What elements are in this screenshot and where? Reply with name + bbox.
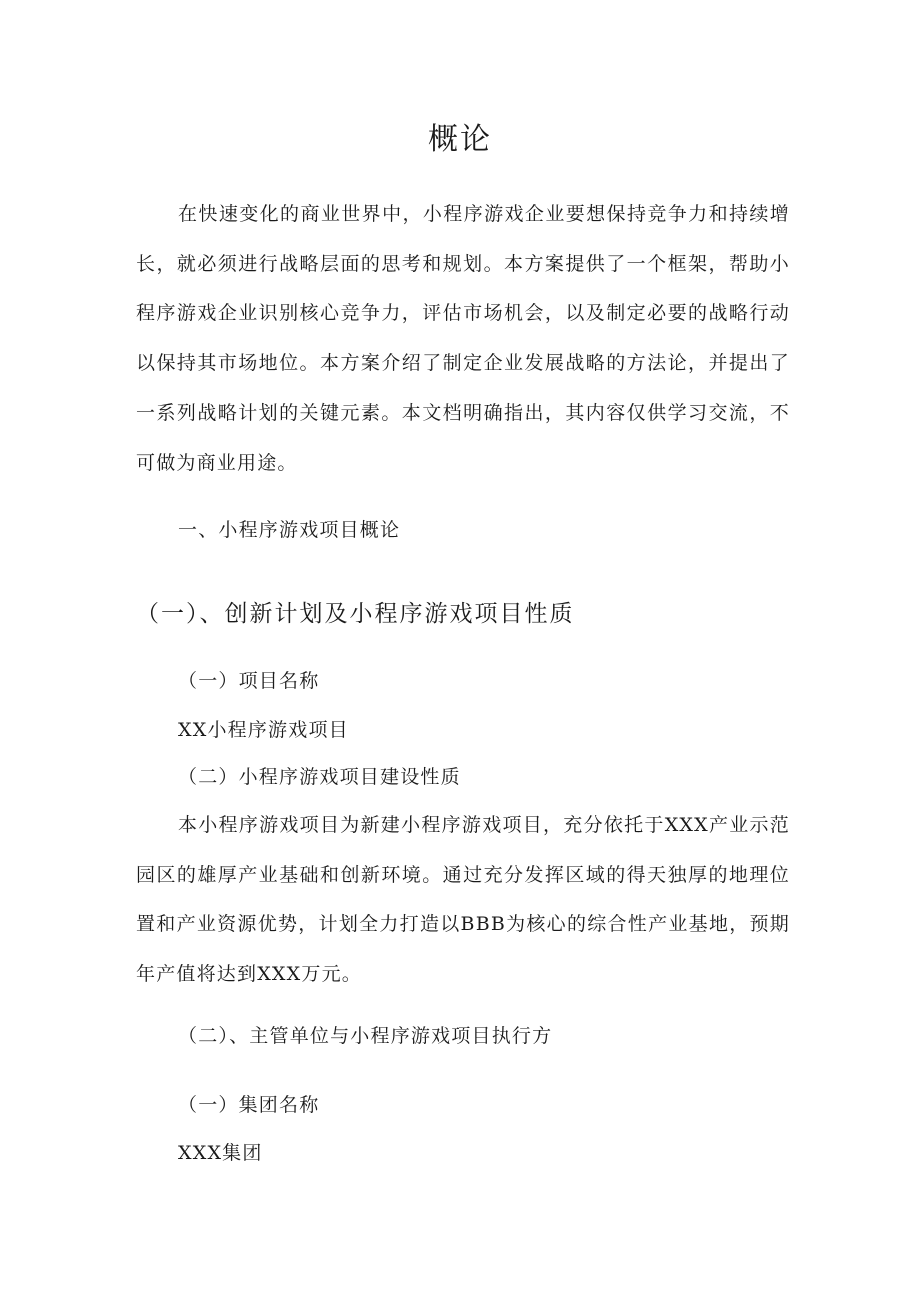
item-label-construction-nature: （二）小程序游戏项目建设性质 — [178, 766, 461, 788]
item-value-project-name: XX小程序游戏项目 — [178, 719, 349, 741]
section-heading-overview: 一、小程序游戏项目概论 — [178, 519, 401, 541]
item-value-group-name: XXX集团 — [178, 1142, 263, 1164]
subsection-heading-supervisor: （二）、主管单位与小程序游戏项目执行方 — [178, 1025, 553, 1047]
intro-paragraph: 在快速变化的商业世界中，小程序游戏企业要想保持竞争力和持续增长，就必须进行战略层面的思考和规划。本方案提供了一个框架，帮助小程序游戏企业识别核心竞争力，评估市场机会，以及制定必要的战略行动以保持其市场地位。本方案介绍了制定企业发展战略的方法论，并提出了一系列战略计划的关键元素。本文档明确指出，其内容仅供学习交流，不可做为商业用途。 — [136, 203, 790, 474]
item-label-group-name: （一）集团名称 — [178, 1094, 320, 1116]
item-label-project-name: （一）项目名称 — [178, 670, 320, 692]
document-title: 概论 — [428, 122, 492, 157]
subsection-heading-innovation-plan: （一）、创新计划及小程序游戏项目性质 — [136, 601, 575, 627]
construction-paragraph: 本小程序游戏项目为新建小程序游戏项目，充分依托于XXX产业示范园区的雄厚产业基础和创新环境。通过充分发挥区域的得天独厚的地理位置和产业资源优势，计划全力打造以BBB为核心的综合性产业基地，预期年产值将达到XXX万元。 — [136, 814, 790, 986]
